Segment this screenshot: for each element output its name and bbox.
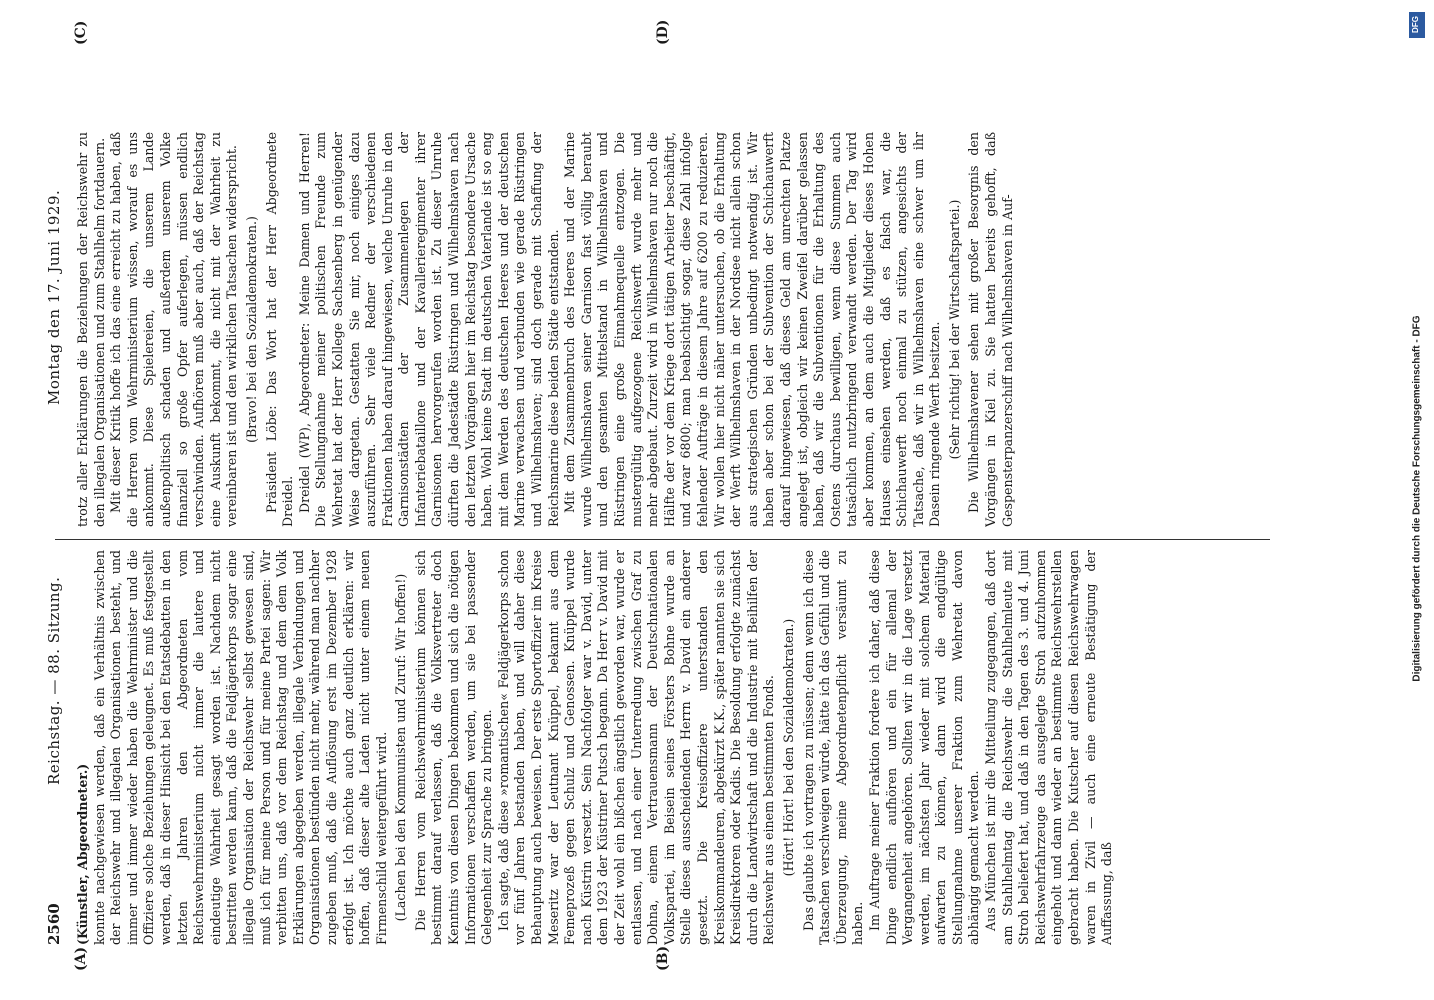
reaction: (Lachen bei den Kommunisten und Zuruf: Wir hoffen!) bbox=[393, 573, 409, 922]
paragraph: trotz aller Erklärungen die Beziehungen der Reichswehr zu den illegalen Organisationen und zum Stahlhelm fortdauern. bbox=[75, 132, 107, 527]
margin-marker-d: (D) bbox=[655, 19, 671, 45]
session-date: Montag den 17. Juni 1929. bbox=[45, 189, 63, 405]
funding-notice: Digitalisierung gefördert durch die Deutsche Forschungsgemeinschaft - DFG bbox=[1411, 315, 1423, 682]
reaction: (Bravo! bei den Sozialdemokraten.) bbox=[243, 216, 259, 443]
right-column bbox=[75, 132, 1275, 527]
dfg-sidebar bbox=[1404, 8, 1430, 993]
paragraph: Das glaubte ich vortragen zu müssen; denn wenn ich diese Tatsachen verschweigen würde, hätte ich das Gefühl und die Überzeugung, meine Abgeordnetenpflicht versäumt zu haben. bbox=[800, 550, 866, 945]
page-number: 2560 bbox=[45, 903, 63, 945]
margin-marker-b: (B) bbox=[655, 945, 671, 971]
paragraph: Die Wilhelmshavener sehen mit großer Besorgnis den Vorgängen in Kiel zu. Sie hatten bereits gehofft, daß Gespensterpanzerschiff nach Wilhelmshaven in Auf- bbox=[966, 132, 1015, 527]
dfg-logo: DFG bbox=[1409, 12, 1425, 38]
paragraph: Im Auftrage meiner Fraktion fordere ich daher, daß diese Dinge endlich aufhören und ein für allemal der Vergangenheit angehören. Sollten wir in die Lage versetzt werden, im nächsten Jahr wieder mit solchem Material aufwarten zu können, dann wird die endgültige Stellungnahme unserer Fraktion zum Wehretat davon abhängig gemacht werden. bbox=[866, 550, 982, 945]
left-column bbox=[75, 550, 1275, 945]
column-divider bbox=[55, 539, 1270, 540]
speaker-line: (Künstler, Abgeordneter.) bbox=[75, 763, 90, 945]
document-page bbox=[45, 19, 1285, 971]
president-statement: Präsident Löbe: Das Wort hat der Herr Abgeordnete Dreidel. bbox=[263, 132, 296, 527]
paragraph: Mit dem Zusammenbruch des Heeres und der Marine wurde Wilhelmshaven seiner Garnison fast völlig beraubt und den gesamten Mittelstand in Wilhelmshaven und Rüstringen eine große Einnahmequelle entzogen. Die mustergültig aufgezogene Reichswerft wurde mehr und mehr abgebaut. Zurzeit wird in Wilhelmshaven nur noch die Hälfte der vor dem Kriege dort tätigen Arbeiter beschäftigt, und zwar 6800; man beabsichtigt sogar, diese Zahl infolge fehlender Aufträge in diesem Jahre auf 6200 zu reduzieren. Wir wollen hier nicht näher untersuchen, ob die Erhaltung der Werft Wilhelmshaven in der Nordsee nicht allein schon aus strategischen Gründen unbedingt notwendig ist. Wir haben aber schon bei der Subvention der Schichauwerft darauf hingewiesen, daß dieses Geld am unrechten Platze angelegt ist, obgleich wir keinen Zweifel darüber gelassen haben, daß wir die Subventionen für die Erhaltung des Ostens durchaus bewilligen, wenn diese Summen auch tatsächlich nutzbringend verwandt werden. Der Tag wird aber kommen, an dem auch die Mitglieder dieses Hohen Hauses einsehen werden, daß es falsch war, die Schichauwerft noch einmal zu stützen, angesichts der Tatsache, daß wir in Wilhelmshaven eine schwer um ihr Dasein ringende Werft besitzen. bbox=[562, 132, 943, 527]
paragraph: Mit dieser Kritik hoffe ich das eine erreicht zu haben, daß die Herren vom Wehrministerium wissen, worauf es uns ankommt. Diese Spielereien, die unserem Lande außenpolitisch schaden und außerdem unserem Volke finanziell so große Opfer auferlegen, müssen endlich verschwinden. Aufhören muß aber auch, daß der Reichstag eine Auskunft bekommt, die nicht mit der Wahrheit zu vereinbaren ist und den wirklichen Tatsachen widerspricht. bbox=[108, 132, 240, 527]
session-title: Reichstag. — 88. Sitzung. bbox=[45, 576, 63, 785]
paragraph: Die Herren vom Reichswehrministerium können sich bestimmt darauf verlassen, daß die Volksvertreter doch Kenntnis von diesen Dingen bekommen und sich die nötigen Informationen verschaffen werden, um sie bei passender Gelegenheit zur Sprache zu bringen. bbox=[412, 550, 495, 945]
margin-marker-a: (A) bbox=[73, 946, 89, 971]
paragraph: Aus München ist mir die Mitteilung zugegangen, daß dort am Stahlhelmtag die Reichswehr die Stahlhelmleute mit Stroh beliefert hat, und daß in den Tagen des 3. und 4. Juni Reichswehrfahrzeuge das ausgelegte Stroh aufzuhommen eingeholt und dann wieder an bestimmte Reichswehrstellen gebracht haben. Die Kutscher auf diesen Reichswehrwagen waren in Zivil — auch eine erneute Bestätigung der Auffassung, daß bbox=[983, 550, 1115, 945]
reaction: (Hört! Hört! bei den Sozialdemokraten.) bbox=[780, 618, 796, 877]
paragraph: Dreidel (WP), Abgeordneter: Meine Damen und Herren! Die Stellungnahme meiner politischen Freunde zum Wehretat hat der Herr Kollege Sachsenberg in genügender Weise dargetan. Gestatten Sie mir, noch einiges dazu auszuführen. Sehr viele Redner der verschiedenen Fraktionen haben darauf hingewiesen, welche Unruhe in den Garnisonstädten der Zusammenlegen der Infanteriebataillone und der Kavallerieregimenter ihrer Garnisonen hervorgerufen worden ist. Zu dieser Unruhe dürften die Jadestädte Rüstringen und Wilhelmshaven nach den letzten Vorgängen hier im Reichstag besondere Ursache haben. Wohl keine Stadt im deutschen Vaterlande ist so eng mit dem Werden des deutschen Heeres und der deutschen Marine verwachsen und verbunden wie gerade Rüstringen und Wilhelmshaven; sind doch gerade mit Schaffung der Reichsmarine diese beiden Städte entstanden. bbox=[296, 132, 561, 527]
reaction: (Sehr richtig! bei der Wirtschaftspartei.) bbox=[946, 199, 962, 460]
page-header bbox=[45, 55, 67, 945]
margin-marker-c: (C) bbox=[73, 20, 89, 45]
paragraph: konnte nachgewiesen werden, daß ein Verhältnis zwischen der Reichswehr und illegalen Organisationen besteht, und immer und immer wieder haben die Wehrminister und die Offiziere solche Beziehungen geleugnet. Es muß festgestellt werden, daß in dieser Hinsicht bei den Etatsdebatten in den letzten Jahren den Abgeordneten vom Reichswehrministerium nicht immer die lautere und eindeutige Wahrheit gesagt worden ist. Nachdem nicht bestritten werden kann, daß die Feldjägerkorps sogar eine illegale Organisation der Reichswehr selbst gewesen sind, muß ich für meine Person und für meine Partei sagen: Wir verbitten uns, daß vor dem Reichstag und dem dem Volk Erklärungen abgegeben werden, illegale Verbindungen und Organisationen bestünden nicht mehr, während man nachher zugeben muß, daß die Auflösung erst im Dezember 1928 erfolgt ist. Ich möchte auch ganz deutlich erklären: wir hoffen, daß dieser alte Laden nicht unter einem neuen Firmenschild weitergeführt wird. bbox=[91, 550, 389, 945]
paragraph: Ich sagte, daß diese »romantischen« Feldjägerkorps schon vor fünf Jahren bestanden haben, und will daher diese Behauptung auch beweisen. Der erste Sportoffizier im Kreise Meseritz war der Leutnant Knüppel, bekannt aus dem Femeprozeß gegen Schulz und Genossen. Knüppel wurde nach Küstrin versetzt. Sein Nachfolger war v. David, unter dem 1923 der Küstriner Putsch begann. Da Herr v. David mit der Zeit wohl ein bißchen ängstlich geworden war, wurde er entlassen, und nach einer Unterredung zwischen Graf zu Dohna, einem Vertrauensmann der Deutschnationalen Volkspartei, im Beisein seines Försters Bohne wurde an Stelle dieses ausscheidenden Herrn v. David ein anderer gesetzt. Die Kreisoffiziere unterstanden den Kreiskommandeuren, abgekürzt K.K., später nannten sie sich Kreisdirektoren oder Kadis. Die Besoldung erfolgte zunächst durch die Landwirtschaft und die Industrie mit Beihilfen der Reichswehr aus einem bestimmten Fonds. bbox=[495, 550, 777, 945]
